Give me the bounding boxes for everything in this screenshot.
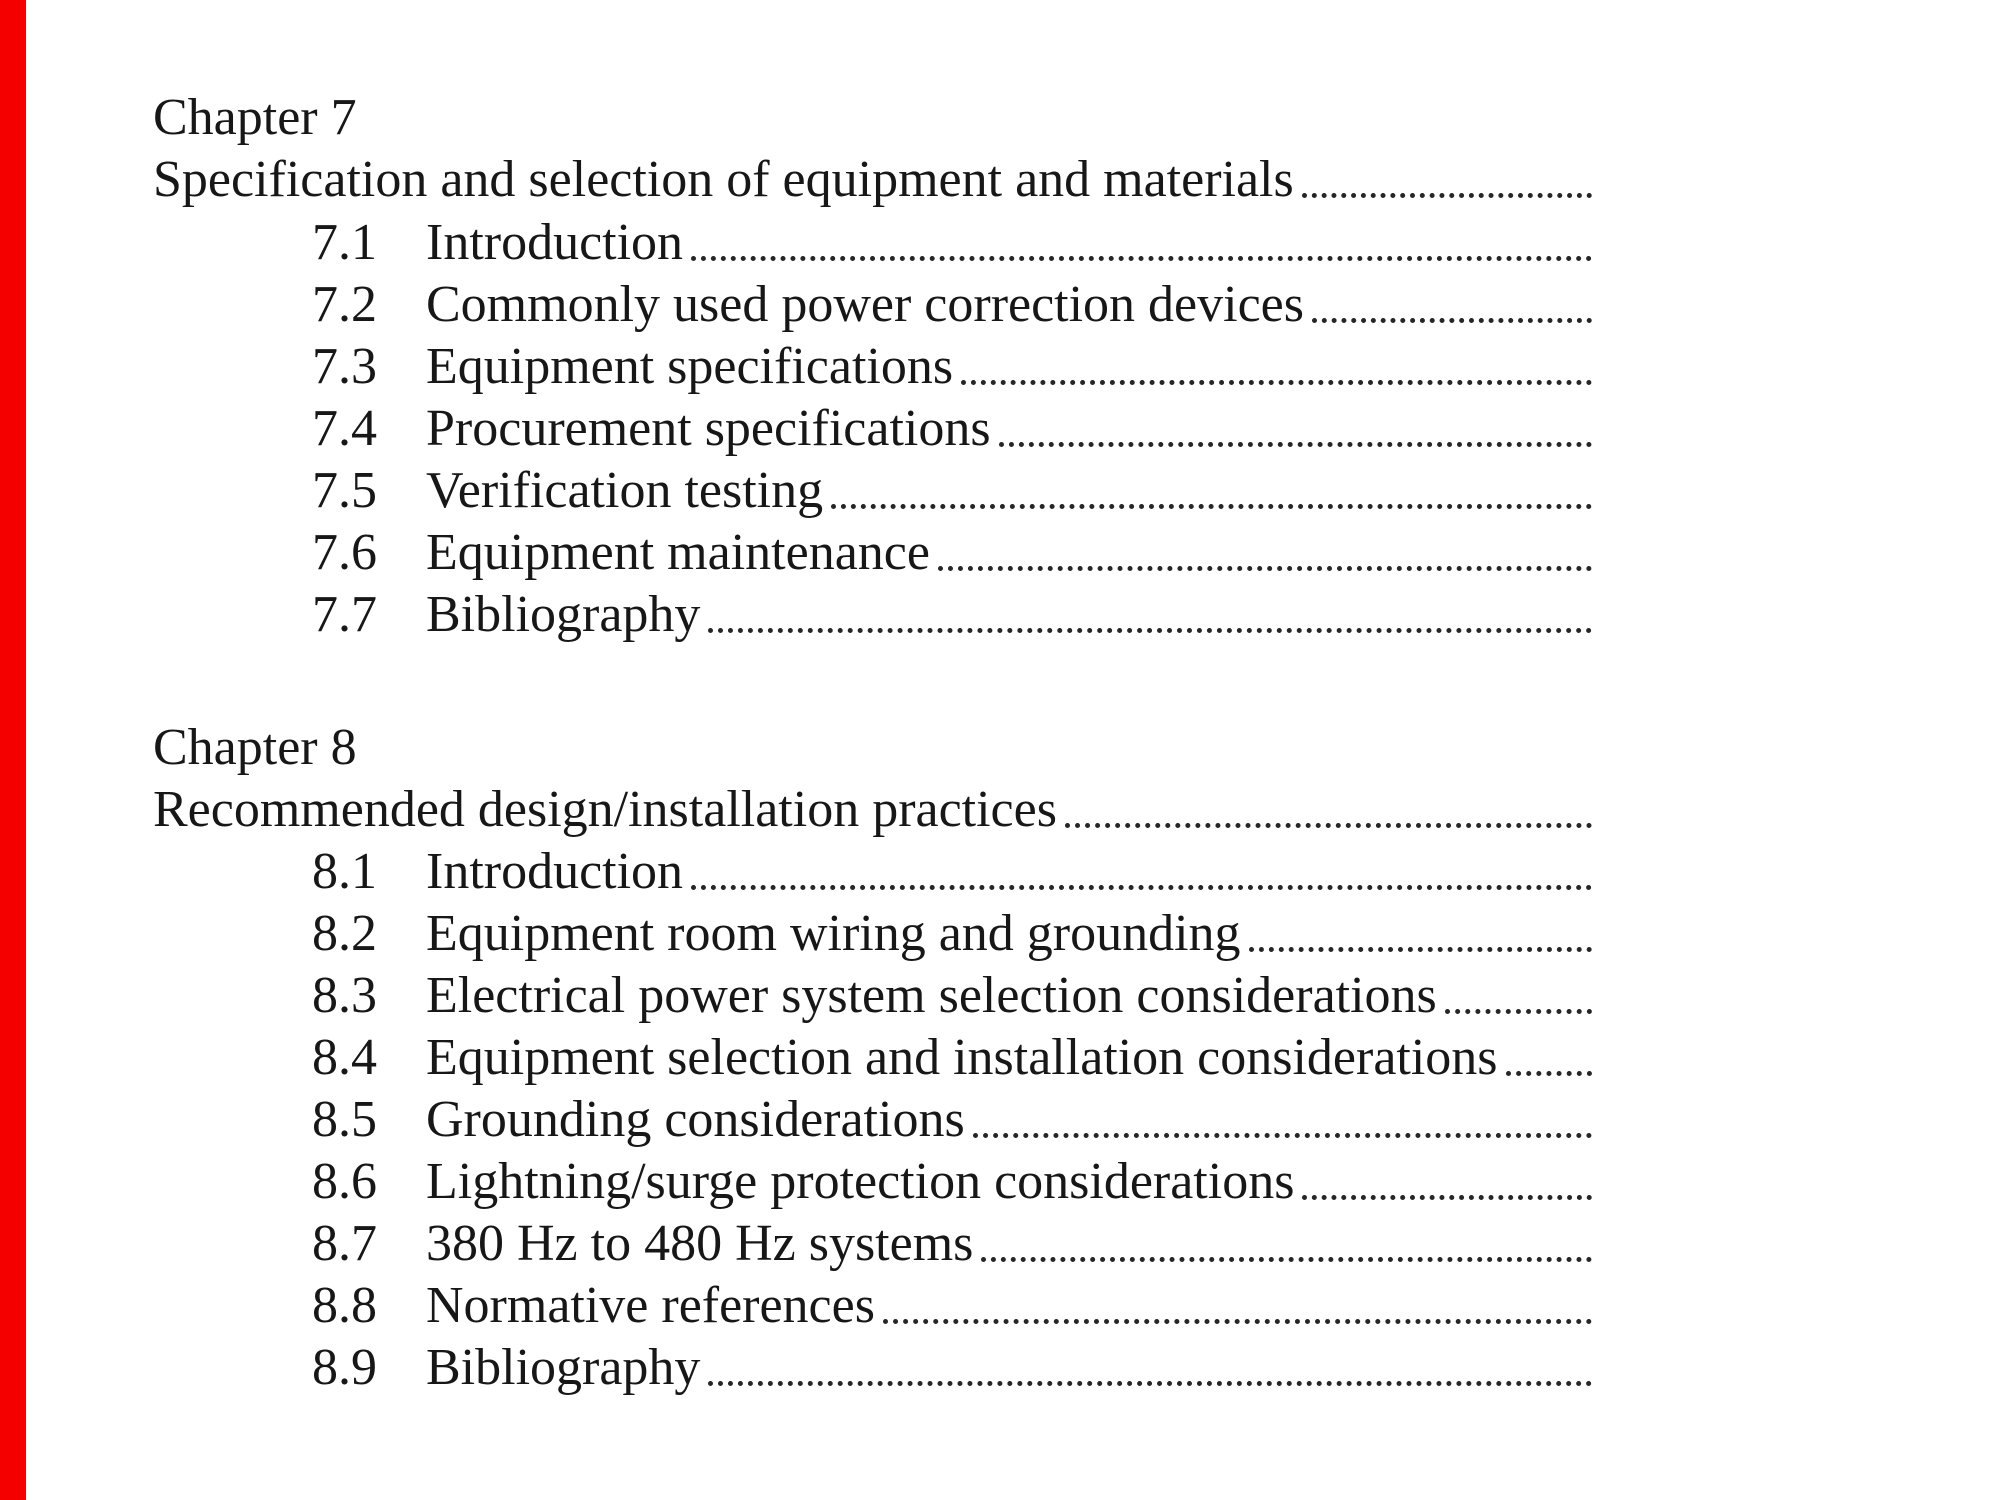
dot-leader — [883, 1319, 1592, 1324]
section-number: 8.9 — [312, 1339, 377, 1396]
toc-entry-row — [312, 338, 1592, 395]
section-number: 7.1 — [312, 214, 377, 271]
dot-leader — [1249, 947, 1592, 952]
chapter-title: Recommended design/installation practices — [153, 781, 1057, 838]
section-number: 7.6 — [312, 524, 377, 581]
dot-leader — [973, 1133, 1592, 1138]
toc-entry-row — [312, 1277, 1592, 1334]
chapter-label: Chapter 8 — [153, 719, 357, 776]
section-title: Equipment specifications — [426, 338, 954, 395]
toc-entry-row — [312, 214, 1592, 271]
section-number: 8.4 — [312, 1029, 377, 1086]
section-number: 7.4 — [312, 400, 377, 457]
chapter-title-row — [153, 781, 1592, 838]
section-title: Bibliography — [426, 1339, 701, 1396]
chapter-label-row — [153, 719, 1592, 776]
section-title: Verification testing — [426, 462, 824, 519]
toc-entry-row — [312, 1153, 1592, 1210]
section-title: 380 Hz to 480 Hz systems — [426, 1215, 974, 1272]
dot-leader — [691, 256, 1592, 261]
section-number: 7.2 — [312, 276, 377, 333]
dot-leader — [1312, 318, 1592, 323]
dot-leader — [999, 442, 1592, 447]
toc-entry-row — [312, 967, 1592, 1024]
dot-leader — [708, 628, 1592, 633]
dot-leader — [1445, 1009, 1592, 1014]
toc-entry-row — [312, 276, 1592, 333]
dot-leader — [708, 1381, 1592, 1386]
section-title: Procurement specifications — [426, 400, 991, 457]
section-title: Normative references — [426, 1277, 875, 1334]
section-number: 8.5 — [312, 1091, 377, 1148]
section-number: 8.3 — [312, 967, 377, 1024]
section-number: 7.3 — [312, 338, 377, 395]
dot-leader — [1302, 1195, 1592, 1200]
section-number: 7.5 — [312, 462, 377, 519]
chapter-label-row — [153, 89, 1592, 146]
dot-leader — [831, 504, 1592, 509]
dot-leader — [1506, 1071, 1592, 1076]
section-title: Bibliography — [426, 586, 701, 643]
toc-entry-row — [312, 1091, 1592, 1148]
section-number: 8.6 — [312, 1153, 377, 1210]
toc-entry-row — [312, 1215, 1592, 1272]
section-title: Equipment maintenance — [426, 524, 930, 581]
section-title: Grounding considerations — [426, 1091, 965, 1148]
dot-leader — [981, 1257, 1592, 1262]
chapter-title: Specification and selection of equipment and materials — [153, 151, 1294, 208]
section-number: 8.7 — [312, 1215, 377, 1272]
section-title: Commonly used power correction devices — [426, 276, 1304, 333]
dot-leader — [1302, 193, 1592, 198]
dot-leader — [961, 380, 1592, 385]
section-number: 8.8 — [312, 1277, 377, 1334]
toc-entry-row — [312, 1029, 1592, 1086]
section-title: Equipment room wiring and grounding — [426, 905, 1241, 962]
toc-entry-row — [312, 905, 1592, 962]
toc-entry-row — [312, 1339, 1592, 1396]
chapter-title-row — [153, 151, 1592, 208]
toc-entry-row — [312, 524, 1592, 581]
dot-leader — [1065, 823, 1592, 828]
section-number: 7.7 — [312, 586, 377, 643]
toc-entry-row — [312, 586, 1592, 643]
dot-leader — [938, 566, 1592, 571]
section-title: Electrical power system selection considerations — [426, 967, 1437, 1024]
toc-entry-row — [312, 462, 1592, 519]
section-number: 8.1 — [312, 843, 377, 900]
chapter-label: Chapter 7 — [153, 89, 357, 146]
toc-entry-row — [312, 843, 1592, 900]
toc-entry-row — [312, 400, 1592, 457]
section-title: Introduction — [426, 214, 684, 271]
dot-leader — [691, 885, 1592, 890]
section-number: 8.2 — [312, 905, 377, 962]
section-title: Equipment selection and installation considerations — [426, 1029, 1498, 1086]
section-title: Introduction — [426, 843, 684, 900]
section-title: Lightning/surge protection considerations — [426, 1153, 1295, 1210]
